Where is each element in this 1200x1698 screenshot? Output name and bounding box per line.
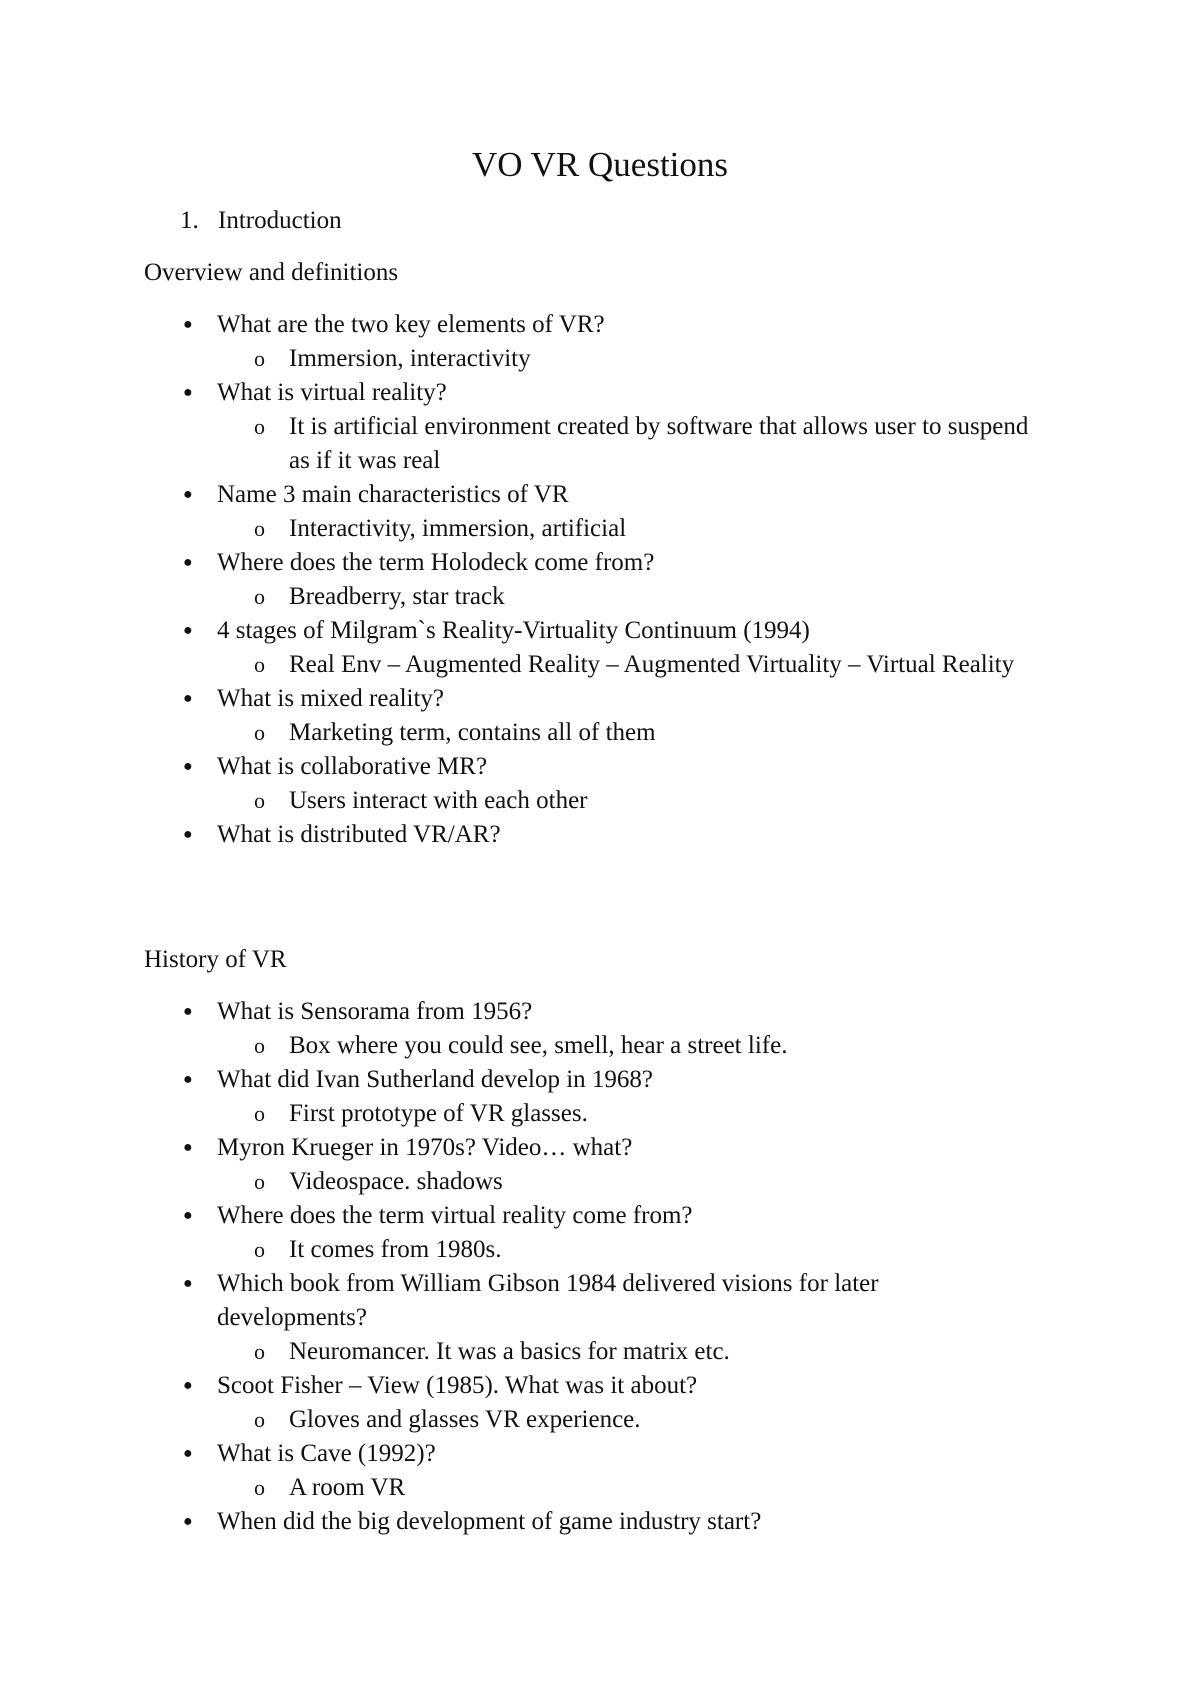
- answer-text: Box where you could see, smell, hear a street life.: [289, 1032, 788, 1059]
- answer-item: [0, 1233, 1029, 1267]
- question-list-overview: [0, 308, 1200, 852]
- answer-text: Gloves and glasses VR experience.: [289, 1406, 641, 1433]
- question-text: What is mixed reality?: [217, 685, 445, 712]
- answer-item: [0, 580, 1029, 614]
- answer-item: [0, 1165, 1029, 1199]
- question-text: 4 stages of Milgram`s Reality-Virtuality Continuum (1994): [217, 617, 810, 644]
- bullet-icon: ●: [183, 1513, 193, 1530]
- answer-item: [0, 716, 1029, 750]
- answer-text: A room VR: [289, 1474, 406, 1501]
- sub-bullet-icon: o: [254, 1033, 265, 1058]
- answer-item: [0, 1097, 1029, 1131]
- answer-text: Users interact with each other: [289, 787, 588, 814]
- section-heading-history: History of VR: [144, 946, 287, 973]
- answer-text: First prototype of VR glasses.: [289, 1100, 588, 1127]
- answer-text: Breadberry, star track: [289, 583, 505, 610]
- question-item: [0, 1131, 1017, 1165]
- question-item: [0, 1437, 1017, 1471]
- bullet-icon: ●: [183, 554, 193, 571]
- question-text: Which book from William Gibson 1984 delivered visions for later developments?: [217, 1270, 879, 1331]
- question-item: [0, 1199, 1017, 1233]
- question-item: [0, 546, 1017, 580]
- answer-text: Real Env – Augmented Reality – Augmented Virtuality – Virtual Reality: [289, 651, 1015, 678]
- sub-bullet-icon: o: [254, 1169, 265, 1194]
- bullet-icon: ●: [183, 758, 193, 775]
- question-item: [0, 750, 1017, 784]
- bullet-icon: ●: [183, 690, 193, 707]
- question-text: What did Ivan Sutherland develop in 1968?: [217, 1066, 653, 1093]
- answer-text: It comes from 1980s.: [289, 1236, 502, 1263]
- question-item: [0, 1505, 1017, 1539]
- section-heading-overview: Overview and definitions: [144, 259, 399, 286]
- bullet-icon: ●: [183, 826, 193, 843]
- sub-bullet-icon: o: [254, 1339, 265, 1364]
- sub-bullet-icon: o: [254, 1475, 265, 1500]
- answer-text: Immersion, interactivity: [289, 345, 531, 372]
- answer-item: [0, 410, 1029, 478]
- answer-text: Neuromancer. It was a basics for matrix etc.: [289, 1338, 730, 1365]
- question-item: [0, 1063, 1017, 1097]
- question-text: Scoot Fisher – View (1985). What was it about?: [217, 1372, 698, 1399]
- question-text: Where does the term Holodeck come from?: [217, 549, 655, 576]
- question-text: Name 3 main characteristics of VR: [217, 481, 569, 508]
- question-item: [0, 376, 1017, 410]
- chapter-heading: [180, 204, 342, 238]
- question-text: What is virtual reality?: [217, 379, 447, 406]
- bullet-icon: ●: [183, 1207, 193, 1224]
- question-text: What is distributed VR/AR?: [217, 821, 501, 848]
- bullet-icon: ●: [183, 1377, 193, 1394]
- bullet-icon: ●: [183, 384, 193, 401]
- sub-bullet-icon: o: [254, 652, 265, 677]
- question-item: [0, 614, 1017, 648]
- answer-item: [0, 512, 1029, 546]
- sub-bullet-icon: o: [254, 516, 265, 541]
- sub-bullet-icon: o: [254, 720, 265, 745]
- answer-item: [0, 1335, 1029, 1369]
- answer-text: Videospace. shadows: [289, 1168, 503, 1195]
- bullet-icon: ●: [183, 486, 193, 503]
- question-text: What is Cave (1992)?: [217, 1440, 436, 1467]
- question-text: Myron Krueger in 1970s? Video… what?: [217, 1134, 633, 1161]
- bullet-icon: ●: [183, 1003, 193, 1020]
- question-text: What are the two key elements of VR?: [217, 311, 605, 338]
- question-item: [0, 682, 1017, 716]
- question-text: What is Sensorama from 1956?: [217, 998, 533, 1025]
- question-item: [0, 1267, 1017, 1335]
- question-item: [0, 818, 1017, 852]
- question-list-history: [0, 995, 1200, 1539]
- bullet-icon: ●: [183, 1445, 193, 1462]
- question-text: What is collaborative MR?: [217, 753, 488, 780]
- answer-item: [0, 1403, 1029, 1437]
- document-title: VO VR Questions: [471, 145, 729, 184]
- bullet-icon: ●: [183, 1071, 193, 1088]
- answer-item: [0, 1471, 1029, 1505]
- sub-bullet-icon: o: [254, 414, 265, 439]
- bullet-icon: ●: [183, 1139, 193, 1156]
- answer-item: [0, 342, 1029, 376]
- sub-bullet-icon: o: [254, 584, 265, 609]
- bullet-icon: ●: [183, 316, 193, 333]
- answer-text: It is artificial environment created by software that allows user to suspend as if it was real: [289, 413, 1029, 474]
- chapter-label: Introduction: [218, 207, 342, 234]
- sub-bullet-icon: o: [254, 346, 265, 371]
- answer-item: [0, 784, 1029, 818]
- answer-text: Marketing term, contains all of them: [289, 719, 656, 746]
- sub-bullet-icon: o: [254, 1407, 265, 1432]
- question-item: [0, 308, 1017, 342]
- bullet-icon: ●: [183, 622, 193, 639]
- answer-item: [0, 1029, 1029, 1063]
- sub-bullet-icon: o: [254, 788, 265, 813]
- question-item: [0, 478, 1017, 512]
- sub-bullet-icon: o: [254, 1101, 265, 1126]
- sub-bullet-icon: o: [254, 1237, 265, 1262]
- question-text: Where does the term virtual reality come from?: [217, 1202, 693, 1229]
- chapter-number: 1.: [180, 207, 199, 234]
- question-text: When did the big development of game industry start?: [217, 1508, 762, 1535]
- answer-text: Interactivity, immersion, artificial: [289, 515, 627, 542]
- question-item: [0, 1369, 1017, 1403]
- answer-item: [0, 648, 1029, 682]
- question-item: [0, 995, 1017, 1029]
- bullet-icon: ●: [183, 1275, 193, 1292]
